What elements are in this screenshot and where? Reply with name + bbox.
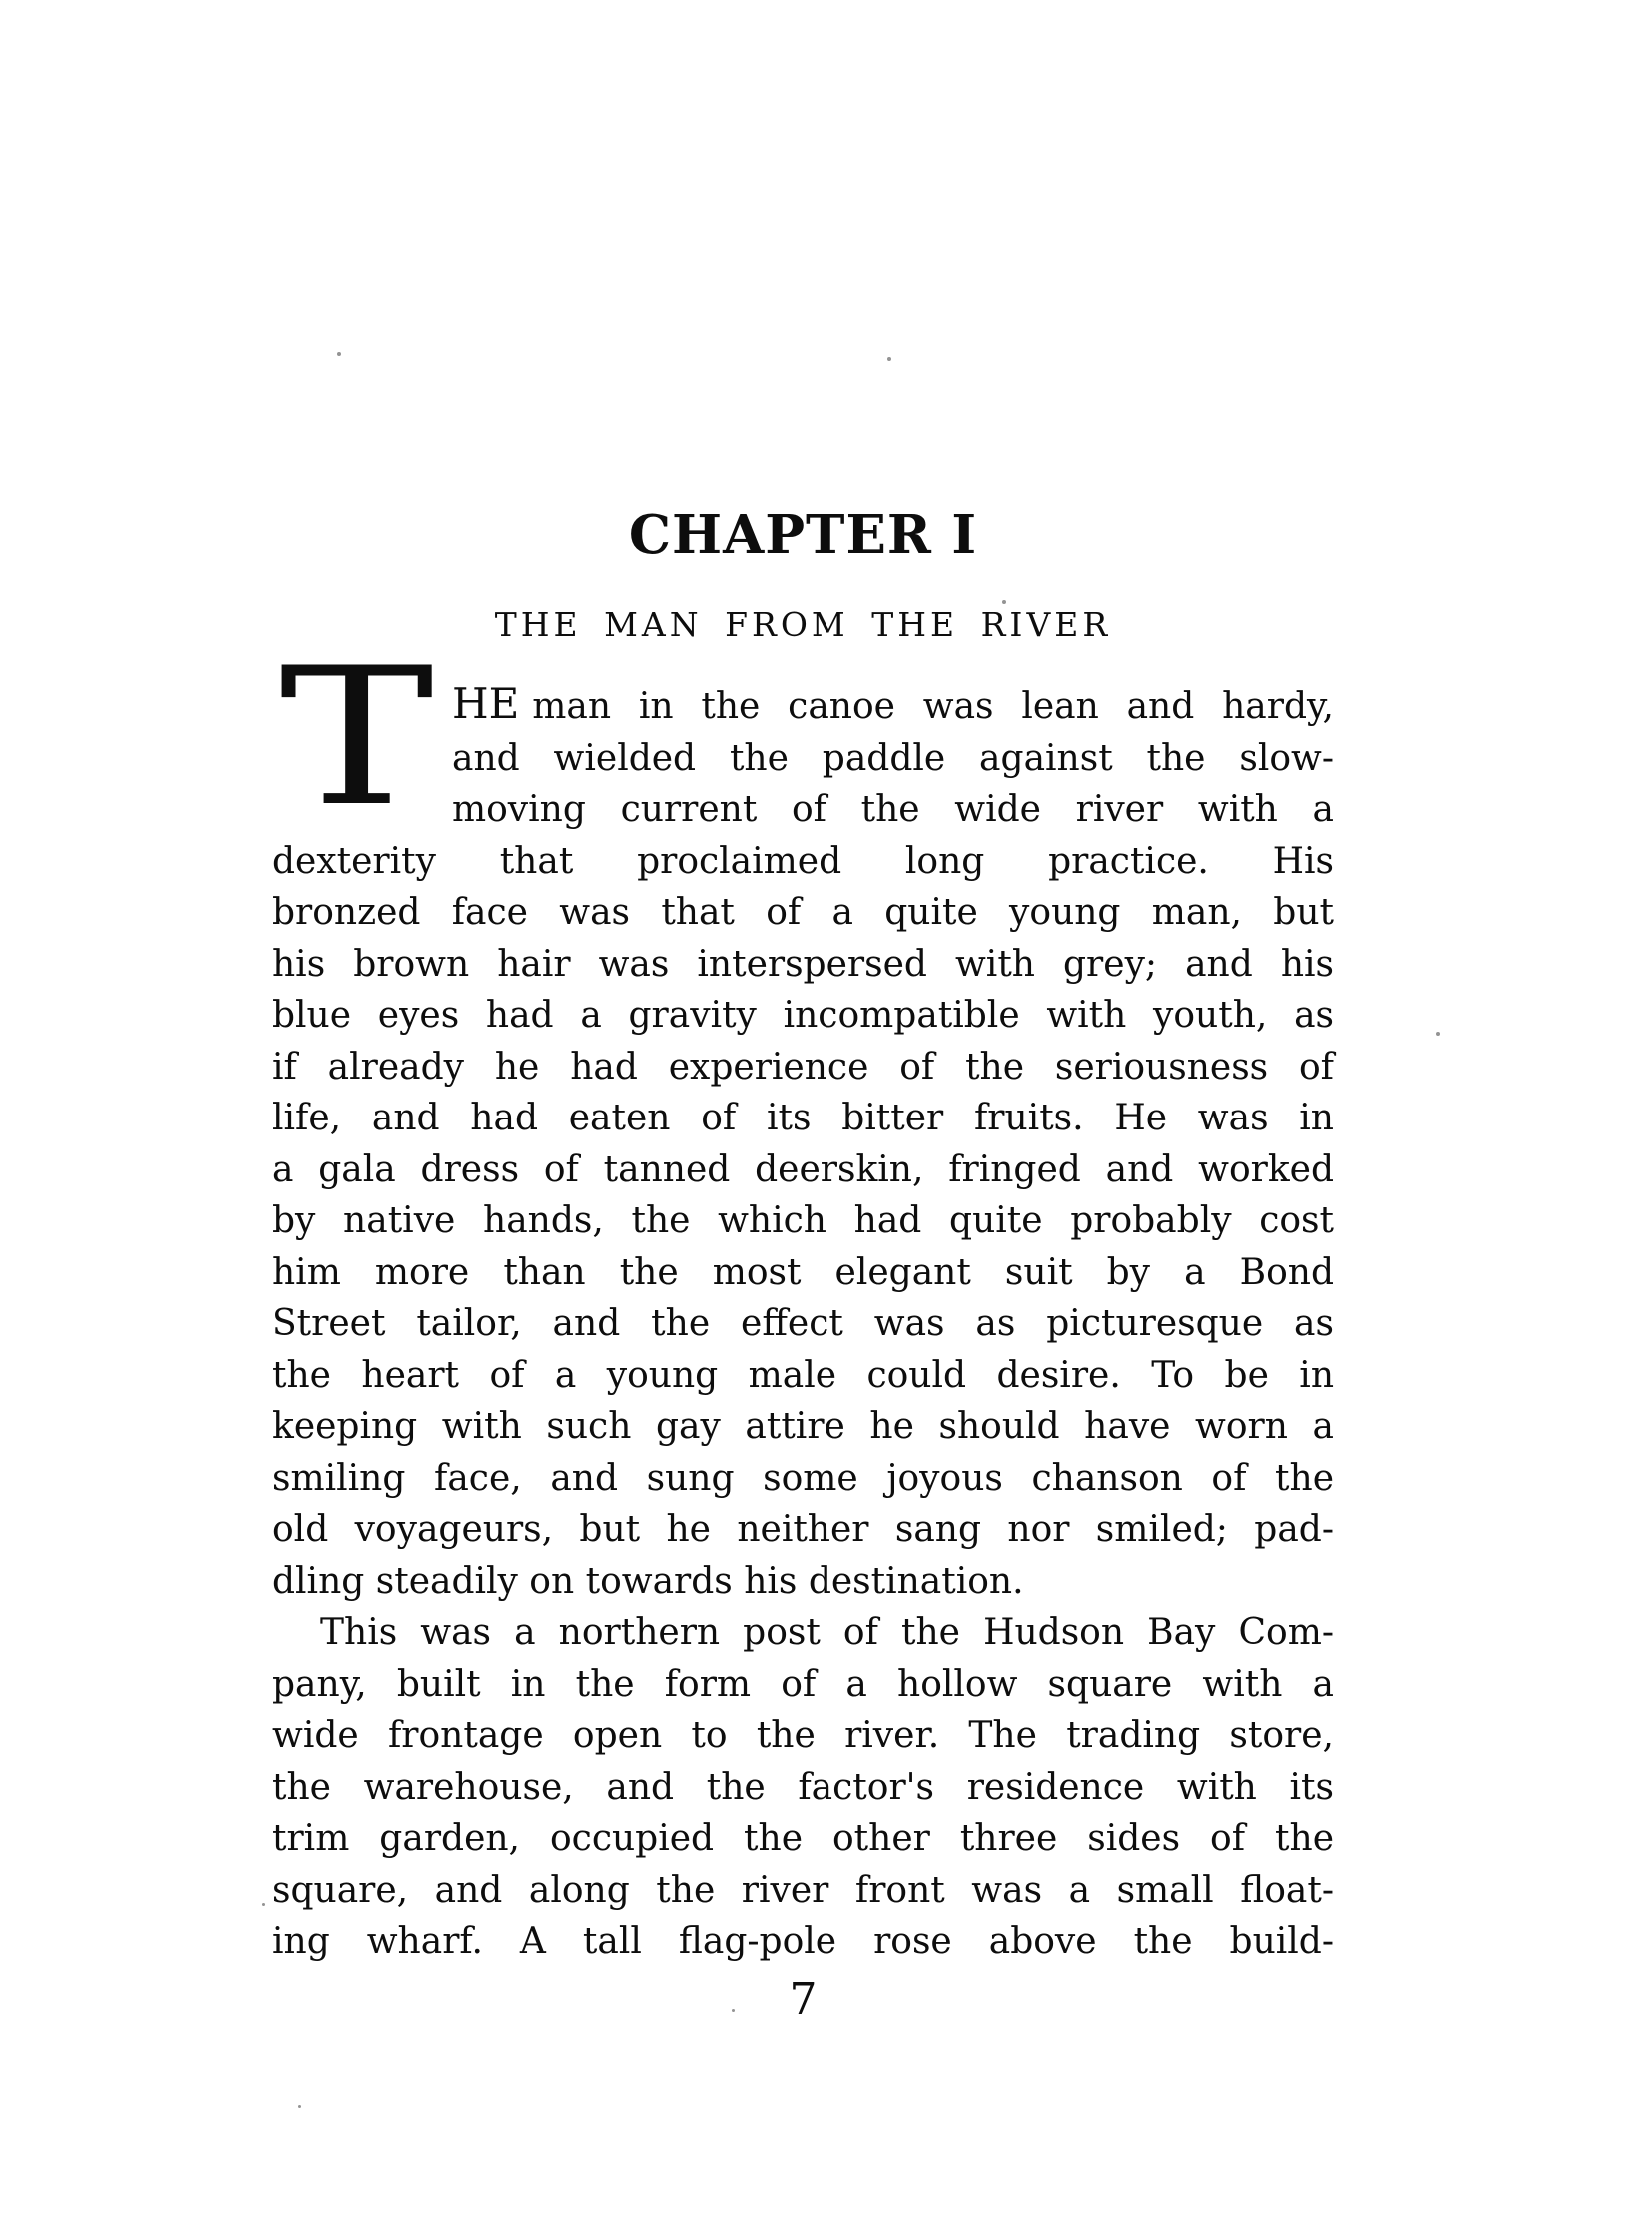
text-line: square, and along the river front was a small float-	[272, 1869, 1334, 1911]
text-line: Street tailor, and the effect was as picturesque as	[272, 1303, 1334, 1344]
text-line: moving current of the wide river with a	[452, 789, 1334, 830]
text-block	[272, 0, 1334, 2025]
paragraph-2-lines	[272, 1607, 1334, 1968]
paragraph-2	[272, 1607, 1334, 1968]
first-line-text: man in the canoe was lean and hardy,	[532, 686, 1334, 727]
text-line: smiling face, and sung some joyous chanson of the	[272, 1457, 1334, 1499]
body-text	[272, 627, 1334, 2025]
text-line: his brown hair was interspersed with grey; and his	[272, 943, 1334, 985]
text-line: life, and had eaten of its bitter fruits. He was in	[272, 1098, 1334, 1138]
text-line: bronzed face was that of a quite young man, but	[272, 892, 1334, 933]
paragraph-1	[272, 627, 1334, 1607]
text-line: dling steadily on towards his destination.	[272, 1560, 1024, 1602]
paragraph-1-lines	[272, 733, 1334, 1608]
lead-caps: HE	[452, 679, 520, 728]
text-line: and wielded the paddle against the slow-	[452, 737, 1334, 779]
text-line: by native hands, the which had quite probably cost	[272, 1200, 1334, 1241]
text-line: the warehouse, and the factor's residence with its	[272, 1766, 1334, 1808]
text-line: dexterity that proclaimed long practice. His	[272, 840, 1334, 882]
text-line: blue eyes had a gravity incompatible with youth, as	[272, 995, 1334, 1036]
text-line: old voyageurs, but he neither sang nor smiled; pad-	[272, 1509, 1334, 1550]
scan-speck	[262, 1903, 265, 1906]
text-line: the heart of a young male could desire. To be in	[272, 1354, 1334, 1396]
text-line: if already he had experience of the seriousness of	[272, 1046, 1334, 1088]
scan-speck	[1436, 1032, 1440, 1036]
text-line: keeping with such gay attire he should have worn a	[272, 1406, 1334, 1447]
text-line: ing wharf. A tall flag-pole rose above the build-	[272, 1921, 1334, 1962]
chapter-heading: CHAPTER I	[628, 504, 978, 566]
scan-speck	[298, 2105, 301, 2108]
text-line: a gala dress of tanned deerskin, fringed and worked	[272, 1148, 1334, 1190]
text-line: This was a northern post of the Hudson Bay Com-	[320, 1612, 1334, 1653]
text-line: him more than the most elegant suit by a Bond	[272, 1251, 1334, 1293]
chapter-subtitle: THE MAN FROM THE RIVER	[494, 605, 1112, 644]
text-line: trim garden, occupied the other three sides of the	[272, 1818, 1334, 1859]
text-line: pany, built in the form of a hollow square with a	[272, 1663, 1334, 1705]
drop-cap: T	[279, 627, 434, 848]
page-number: 7	[789, 1973, 818, 2025]
text-line: wide frontage open to the river. The trading store,	[272, 1715, 1334, 1756]
